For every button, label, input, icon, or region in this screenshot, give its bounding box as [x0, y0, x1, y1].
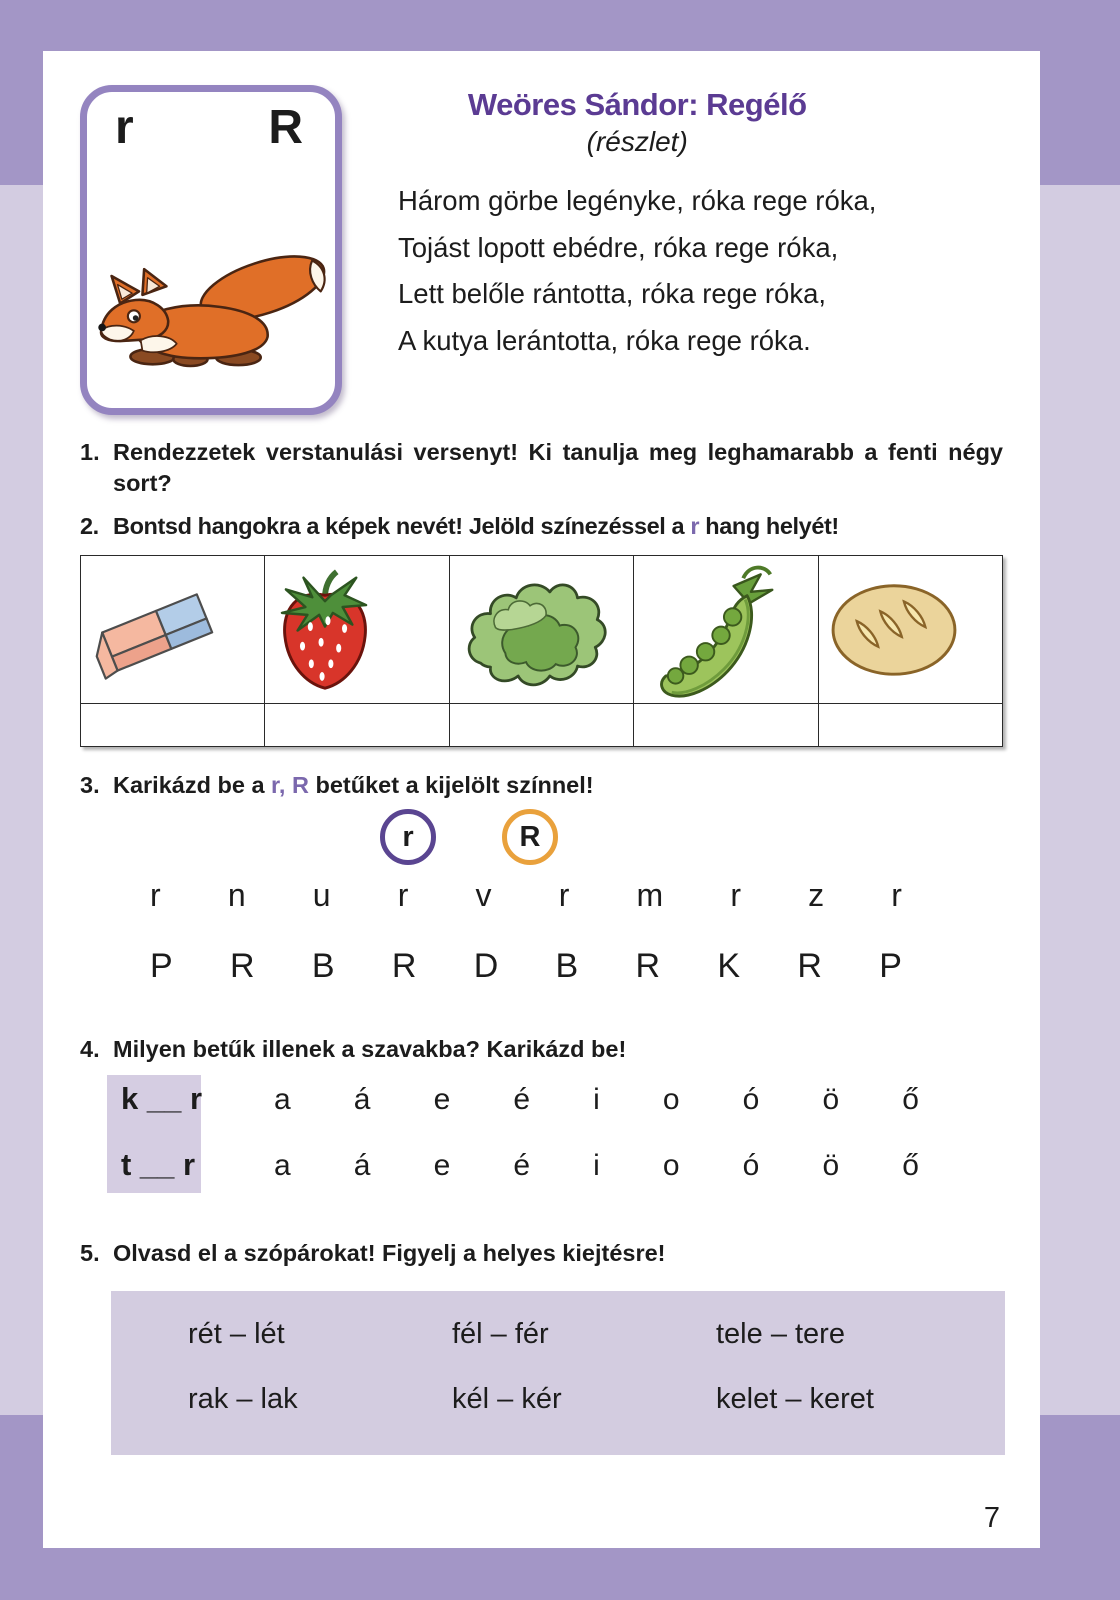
- exercise-4-text: Milyen betűk illenek a szavakba? Karikázd be!: [113, 1036, 627, 1062]
- letter: B: [555, 947, 579, 985]
- word-pairs-row-1: [111, 1312, 1005, 1356]
- vowel-row-2: [274, 1149, 919, 1183]
- vowel: o: [662, 1149, 680, 1182]
- letter: r: [558, 877, 570, 913]
- letter: R: [797, 947, 822, 985]
- answer-cell: [81, 704, 265, 747]
- word-pairs-box: [111, 1291, 1005, 1455]
- strawberry-image: [266, 564, 384, 696]
- picture-cell-strawberry: [265, 556, 449, 704]
- bread-image: [820, 573, 968, 686]
- letter: r: [730, 877, 741, 913]
- vowel: o: [662, 1083, 680, 1116]
- poem: [398, 87, 876, 415]
- answer-cell: [818, 704, 1002, 747]
- picture-cell-pea-pod: [634, 556, 818, 704]
- circled-letter-r-label: r: [402, 820, 414, 853]
- letter: R: [391, 947, 417, 985]
- word-pair: rét – lét: [188, 1317, 285, 1350]
- picture-table: [80, 555, 1003, 747]
- vowel: a: [274, 1149, 291, 1182]
- exercise-2-highlight-r: r: [690, 513, 700, 539]
- exercise-2-text-after: hang helyét!: [699, 513, 839, 539]
- word-pair: kél – kér: [452, 1382, 562, 1415]
- exercise-3-text: [113, 770, 1003, 801]
- poem-line: A kutya lerántotta, róka rege róka.: [398, 324, 811, 356]
- vowel: é: [513, 1083, 531, 1116]
- letter: P: [879, 947, 902, 985]
- exercise-3-text-before: Karikázd be a: [113, 772, 272, 798]
- letter: D: [473, 947, 499, 985]
- page-number: 7: [983, 1502, 1000, 1534]
- letter: z: [808, 877, 825, 913]
- uppercase-letter-row: [150, 947, 902, 986]
- exercise-1-text: Rendezzetek verstanulási versenyt! Ki tanulja meg leghamarabb a fenti négy sort?: [113, 439, 1003, 496]
- letter: P: [150, 947, 173, 985]
- vowel: ó: [742, 1083, 760, 1116]
- poem-subtitle: (részlet): [586, 126, 688, 157]
- answer-cell: [265, 704, 449, 747]
- vowel: ó: [742, 1149, 760, 1182]
- letter: u: [312, 877, 331, 913]
- poem-line: Tojást lopott ebédre, róka rege róka,: [398, 231, 839, 263]
- word-pair: rak – lak: [188, 1382, 298, 1415]
- sample-circles: [380, 809, 1003, 865]
- exercise-2-text-before: Bontsd hangokra a képek nevét! Jelöld színezéssel a: [113, 513, 691, 539]
- exercise-4-row-2: [80, 1147, 919, 1183]
- vowel: é: [513, 1149, 531, 1182]
- vowel: ö: [822, 1083, 840, 1116]
- picture-cell-eraser: [81, 556, 265, 704]
- vowel: a: [274, 1083, 291, 1116]
- exercise-3-text-after: betűket a kijelölt színnel!: [308, 772, 594, 798]
- exercise-4-number: 4.: [80, 1036, 100, 1062]
- fox-illustration: [91, 228, 331, 378]
- vowel: ő: [902, 1149, 919, 1182]
- exercise-4-heading: [80, 1034, 1003, 1065]
- exercise-3-heading: [80, 770, 1003, 801]
- vowel: i: [593, 1149, 600, 1182]
- exercise-2-text: [113, 511, 1003, 542]
- letter: R: [635, 947, 661, 985]
- exercise-2-heading: [80, 511, 1003, 542]
- gap-word-1: k __ r: [121, 1081, 203, 1116]
- letter: r: [891, 877, 902, 913]
- letter: r: [150, 877, 161, 913]
- exercise-3-highlight-rR: r, R: [271, 772, 309, 798]
- word-pair: tele – tere: [716, 1317, 845, 1350]
- vowel: e: [433, 1083, 451, 1116]
- poem-line: Három görbe legényke, róka rege róka,: [398, 185, 877, 216]
- letter: R: [229, 947, 255, 985]
- vowel: ö: [822, 1149, 840, 1182]
- letter: B: [311, 947, 335, 985]
- word-pair: kelet – keret: [716, 1382, 874, 1415]
- card-letter-lowercase: r: [115, 101, 134, 154]
- letter: v: [475, 877, 492, 913]
- poem-lines: [398, 178, 876, 364]
- pea-pod-image: [635, 557, 780, 702]
- lowercase-letter-row: [150, 877, 902, 914]
- vowel: ő: [902, 1083, 919, 1116]
- poem-line: Lett belőle rántotta, róka rege róka,: [398, 278, 827, 309]
- vowel: á: [353, 1149, 371, 1182]
- vowel: e: [433, 1149, 451, 1182]
- word-pairs-row-2: [111, 1377, 1005, 1421]
- gap-word-2: t __ r: [121, 1147, 196, 1182]
- workbook-page: [43, 51, 1040, 1548]
- exercise-5-number: 5.: [80, 1240, 100, 1266]
- vowel-row-1: [274, 1083, 919, 1117]
- answer-cell: [634, 704, 818, 747]
- exercise-5-text: Olvasd el a szópárokat! Figyelj a helyes kiejtésre!: [113, 1240, 666, 1266]
- exercise-2-number: 2.: [80, 513, 99, 539]
- picture-cell-parsley: [449, 556, 633, 704]
- exercise-4-row-1: [80, 1081, 919, 1117]
- card-letter-uppercase: R: [268, 101, 303, 154]
- picture-cell-bread: [818, 556, 1002, 704]
- letter: K: [717, 947, 741, 985]
- circled-letter-R: [502, 809, 558, 865]
- vowel: á: [353, 1083, 371, 1116]
- circled-letter-R-label: R: [519, 820, 541, 853]
- letter: n: [227, 877, 246, 913]
- poem-title: Weöres Sándor: Regélő: [467, 87, 807, 122]
- exercise-1-heading: [80, 437, 1003, 499]
- circled-letter-r: [380, 809, 436, 865]
- word-pair: fél – fér: [452, 1317, 549, 1350]
- exercise-4-body: [80, 1075, 1003, 1193]
- answer-cell: [449, 704, 633, 747]
- exercise-1-number: 1.: [80, 439, 100, 465]
- parsley-image: [451, 568, 619, 692]
- header-section: [80, 51, 1003, 415]
- vowel: i: [593, 1083, 600, 1116]
- exercise-5-heading: [80, 1238, 1003, 1269]
- eraser-image: [82, 580, 232, 680]
- letter: r: [397, 877, 409, 913]
- exercise-3-number: 3.: [80, 772, 100, 798]
- letter: m: [636, 877, 664, 913]
- letter-card: [80, 85, 342, 415]
